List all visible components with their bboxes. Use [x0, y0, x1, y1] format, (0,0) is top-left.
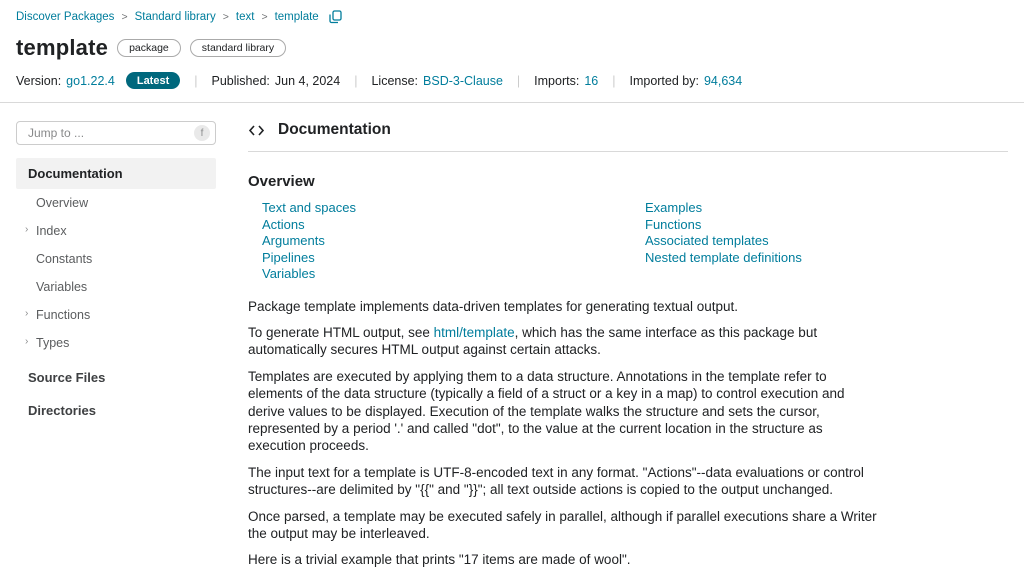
breadcrumb-separator: >	[261, 11, 268, 23]
published-label: Published:	[211, 73, 270, 88]
doc-paragraph-5: Once parsed, a template may be executed safely in parallel, although if parallel executions share a Writer the output may be interleaved.	[248, 508, 877, 541]
toc-link-associated-templates[interactable]: Associated templates	[645, 233, 769, 248]
toc-item	[262, 266, 631, 283]
jump-to-box[interactable]	[16, 121, 216, 145]
toc-item	[645, 200, 802, 217]
license-label: License:	[371, 73, 419, 88]
meta-separator: |	[354, 73, 358, 88]
breadcrumb-standard-library[interactable]: Standard library	[134, 11, 216, 23]
toc-column-right	[631, 200, 802, 283]
toc-item	[262, 217, 631, 234]
breadcrumb-separator: >	[222, 11, 229, 23]
sidebar-item-label: Functions	[36, 308, 91, 322]
toc-column-left	[248, 200, 631, 283]
version-link[interactable]: go1.22.4	[66, 73, 115, 88]
standard-library-chip: standard library	[190, 39, 286, 57]
toc-link-functions[interactable]: Functions	[645, 216, 702, 232]
meta-separator: |	[194, 73, 198, 88]
toc-item	[645, 217, 802, 234]
page-title: template	[16, 35, 109, 60]
toc-item	[262, 233, 631, 250]
sidebar-item-label: Types	[36, 336, 70, 350]
version-label: Version:	[16, 73, 62, 88]
imported-by-link[interactable]: 94,634	[703, 73, 743, 88]
sidebar-item-index[interactable]	[16, 217, 216, 245]
content	[0, 103, 1024, 578]
toc-link-arguments[interactable]: Arguments	[262, 233, 325, 248]
sidebar-item-types[interactable]	[16, 329, 216, 357]
overview-toc	[248, 200, 1008, 283]
breadcrumb-discover-packages[interactable]: Discover Packages	[16, 11, 115, 23]
title-row	[16, 35, 1008, 61]
package-chip: package	[117, 39, 181, 57]
doc-paragraph-2-text: , which has the same interface as this package but automatically secures HTML output against certain attacks.	[248, 325, 818, 358]
jump-to-input[interactable]	[26, 125, 194, 141]
doc-paragraph-2	[248, 324, 878, 358]
imports-link[interactable]: 16	[584, 73, 599, 88]
toc-link-variables[interactable]: Variables	[262, 266, 316, 281]
doc-paragraph-1: Package template implements data-driven templates for generating textual output.	[248, 298, 739, 314]
copy-path-button[interactable]	[329, 10, 342, 24]
shortcut-key-hint: f	[194, 125, 210, 141]
documentation-divider	[248, 151, 1008, 152]
license-link[interactable]: BSD-3-Clause	[423, 73, 503, 88]
sidebar-item-functions[interactable]	[16, 301, 216, 329]
sidebar-item-directories[interactable]: Directories	[28, 403, 96, 418]
chevron-right-icon: ›	[25, 308, 29, 319]
documentation-header	[248, 121, 1008, 139]
doc-paragraph-4: The input text for a template is UTF-8-encoded text in any format. "Actions"--data evaluations or control structures--are delimited by "{{" and "}}"; all text outside actions is copied to the output unchanged.	[248, 464, 864, 497]
meta-separator: |	[516, 73, 521, 88]
chevron-right-icon: ›	[25, 224, 29, 235]
breadcrumb-template[interactable]: template	[274, 11, 319, 23]
copy-icon	[329, 10, 342, 24]
toc-link-actions[interactable]: Actions	[262, 216, 305, 232]
documentation-title: Documentation	[278, 121, 391, 138]
published-value: Jun 4, 2024	[274, 73, 341, 88]
sidebar-item-overview[interactable]: Overview	[36, 196, 89, 210]
latest-badge[interactable]: Latest	[126, 72, 180, 89]
toc-link-nested-template-definitions[interactable]: Nested template definitions	[645, 249, 802, 265]
breadcrumb-separator: >	[121, 11, 128, 23]
doc-paragraph-3: Templates are executed by applying them to a data structure. Annotations in the template refer to elements of the data structure (typically a field of a struct or a key in a map) to control execution and derive values to be displayed. Execution of the template walks the structure and sets the cursor, represented by a period '.' and called "dot", to the value at the current location in the structure as execution proceeds.	[248, 369, 845, 453]
overview-heading: Overview	[248, 173, 315, 190]
toc-item	[645, 233, 802, 250]
toc-link-text-and-spaces[interactable]: Text and spaces	[262, 200, 356, 215]
breadcrumb-text[interactable]: text	[235, 11, 255, 23]
html-template-link[interactable]: html/template	[433, 325, 515, 341]
imports-label: Imports:	[534, 73, 580, 88]
sidebar	[16, 121, 216, 578]
toc-item	[262, 200, 631, 217]
chevron-right-icon: ›	[25, 336, 29, 347]
doc-body	[248, 298, 878, 569]
sidebar-item-label: Index	[36, 224, 67, 238]
toc-item	[645, 250, 802, 267]
meta-row	[16, 72, 1008, 89]
toc-link-pipelines[interactable]: Pipelines	[262, 249, 315, 265]
sidebar-item-constants[interactable]: Constants	[36, 252, 93, 266]
breadcrumb	[16, 10, 1008, 24]
code-brackets-icon	[248, 123, 265, 138]
main-content	[248, 121, 1008, 578]
meta-separator: |	[612, 73, 616, 88]
sidebar-item-source-files[interactable]: Source Files	[28, 370, 106, 385]
doc-paragraph-2-text: To generate HTML output, see	[248, 325, 434, 341]
sidebar-nav	[16, 158, 216, 427]
sidebar-item-documentation[interactable]: Documentation	[16, 158, 216, 189]
unit-header	[0, 0, 1024, 89]
imported-by-label: Imported by:	[629, 73, 699, 88]
sidebar-item-variables[interactable]: Variables	[36, 280, 88, 294]
toc-link-examples[interactable]: Examples	[645, 200, 703, 215]
toc-item	[262, 250, 631, 267]
doc-paragraph-6: Here is a trivial example that prints "17 items are made of wool".	[248, 552, 631, 568]
